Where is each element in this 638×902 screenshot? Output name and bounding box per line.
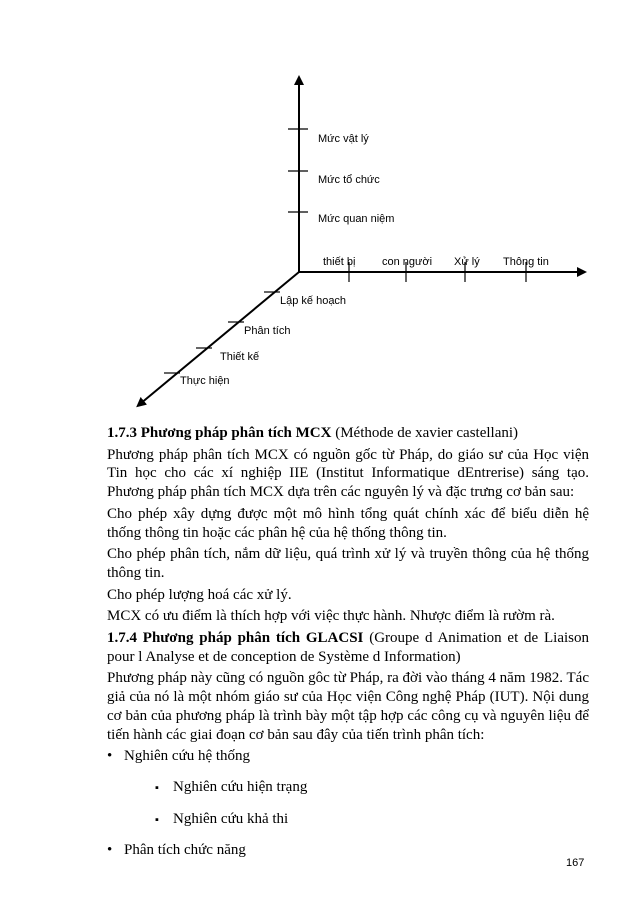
section-heading-1-7-4: [107, 629, 589, 666]
bullet-item: [107, 747, 589, 766]
step-label-planning: Lập kế hoạch: [280, 295, 347, 307]
section-title-1-7-3: 1.7.3 Phương pháp phân tích MCX: [107, 425, 332, 441]
paragraph: MCX có ưu điểm là thích hợp với việc thực hành. Nhược điểm là rườm rà.: [107, 608, 555, 625]
section-heading-1-7-3: [107, 424, 589, 443]
step-label-implementation: Thực hiện: [180, 375, 230, 387]
section-subtitle-1-7-3: (Méthode de xavier castellani): [331, 425, 519, 441]
sub-bullet-item: [155, 810, 589, 830]
step-label-analysis: Phân tích: [244, 325, 291, 337]
paragraph: Phương pháp phân tích MCX có nguồn gốc từ Pháp, do giáo sư của Học viện Tin học cho các xí nghiệp IIE (Institut Informatique dEntrerise) sáng tạo. Phương pháp phân tích MCX dựa trên các nguyên lý và đặc trưng cơ bản sau:: [107, 446, 589, 501]
step-label-design: Thiết kế: [220, 351, 260, 363]
bullet-icon: •: [107, 842, 113, 859]
bullet-icon: •: [107, 748, 113, 765]
section-subtitle-1-7-4: (Groupe d Animation et de Liaison pour l Analyse et de conception de Système d Information): [107, 630, 590, 665]
body-text: [107, 424, 589, 872]
sub-bullet-item: [155, 778, 589, 798]
axis-label-information: Thông tin: [503, 256, 549, 268]
section-title-1-7-4: 1.7.4 Phương pháp phân tích GLACSI: [107, 630, 364, 647]
paragraph: Cho phép phân tích, nắm dữ liệu, quá trình xử lý và truyền thông của hệ thống thông tin.: [107, 546, 589, 581]
bullet-item: [107, 841, 589, 860]
axis-label-people: con người: [382, 256, 433, 268]
bullet-text: Phân tích chức năng: [124, 842, 246, 859]
sub-bullet-text: Nghiên cứu khả thi: [173, 810, 289, 827]
level-label-organization: Mức tổ chức: [318, 174, 380, 186]
sub-bullet-text: Nghiên cứu hiện trạng: [173, 778, 308, 795]
paragraph: Phương pháp này cũng có nguồn gôc từ Pháp, ra đời vào tháng 4 năm 1982. Tác giả của nó là một nhóm giáo sư của Học viện Công nghệ Pháp (IUT). Nội dung cơ bản của phương pháp là trình bày một tập hợp các công cụ và nguyên liệu để tiến hành các giai đoạn cơ bản sau đây của tiến trình phân tích:: [107, 670, 589, 743]
axis-label-equipment: thiết bị: [323, 256, 356, 268]
paragraph: Cho phép xây dựng được một mô hình tổng quát chính xác để biểu diễn hệ thống thông tin hoặc các phân hệ của hệ thống thông tin.: [107, 505, 589, 541]
three-axis-diagram: [0, 0, 638, 420]
axis-label-processing: Xử lý: [454, 256, 480, 268]
page-number: 167: [566, 857, 585, 869]
paragraph: Cho phép lượng hoá các xử lý.: [107, 586, 292, 603]
level-label-physical: Mức vật lý: [318, 133, 369, 145]
square-bullet-icon: ▪: [155, 781, 159, 794]
bullet-text: Nghiên cứu hệ thống: [124, 748, 251, 765]
level-label-concept: Mức quan niệm: [318, 213, 395, 225]
square-bullet-icon: ▪: [155, 813, 159, 826]
